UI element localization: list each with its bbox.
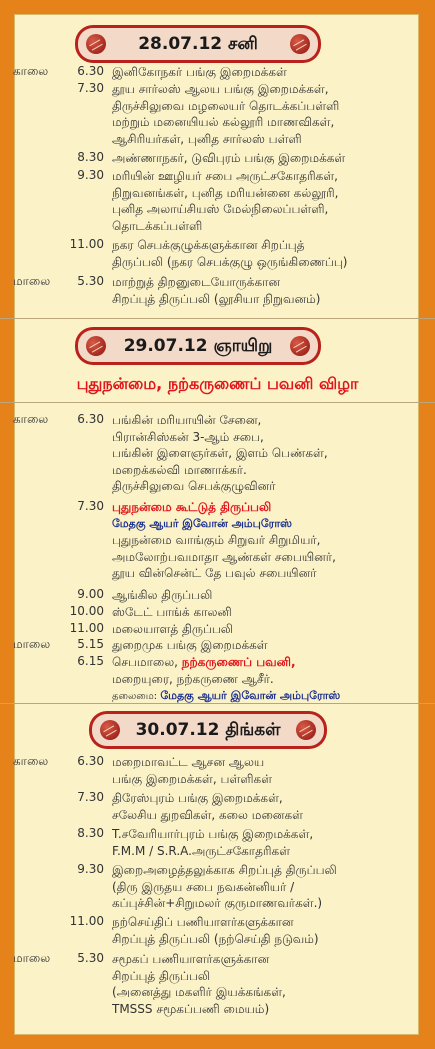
event-line: சிறப்புத் திருப்பலி (லூசியா நிறுவனம்) xyxy=(112,291,321,306)
event-line: துறைமுக பங்கு இறைமக்கள் xyxy=(112,638,268,652)
cricket-ball-icon xyxy=(100,720,120,740)
event-line: தூய சார்லஸ் ஆலய பங்கு இறைமக்கள், xyxy=(112,82,329,96)
event-line: புதுநன்மை வாங்கும் சிறுவர் சிறுமியர், xyxy=(112,533,321,548)
time-label: 6.30 xyxy=(77,64,104,78)
time-label: 7.30 xyxy=(77,81,104,95)
day-banner-text: 28.07.12 சனி xyxy=(138,34,258,54)
period-label: மாலை xyxy=(13,274,51,288)
celebrant-name: மேதகு ஆயர் இவோன் அம்புரோஸ் xyxy=(112,516,292,530)
event-line: பிரான்சிஸ்கன் 3-ஆம் சபை, xyxy=(112,429,264,444)
cricket-ball-icon xyxy=(86,34,106,54)
presided-by-name: மேதகு ஆயர் இவோன் அம்புரோஸ் xyxy=(160,689,341,703)
event-line: மாற்றுத் திறனுடையோருக்கான xyxy=(112,275,281,289)
event-line: ஆங்கில திருப்பலி xyxy=(112,588,213,602)
event-line: நிறுவனங்கள், புனித மரியன்னை கல்லூரி, xyxy=(112,185,339,200)
time-label: 5.15 xyxy=(77,637,104,651)
time-label: 11.00 xyxy=(69,237,104,251)
event-line: தொடக்கப்பள்ளி xyxy=(112,218,203,233)
day-banner-2 xyxy=(78,330,318,362)
event-line: ஆசிரியர்கள், புனித சார்லஸ் பள்ளி xyxy=(112,131,302,146)
time-label: 8.30 xyxy=(77,826,104,840)
event-line: TMSSS சமூகப்பணி மையம்) xyxy=(112,1001,270,1016)
time-label: 7.30 xyxy=(77,499,104,513)
event-line: திருச்சிலுவை மழலையர் தொடக்கப்பள்ளி xyxy=(112,98,340,113)
time-label: 6.15 xyxy=(77,654,104,668)
highlight-mass-title: புதுநன்மை கூட்டுத் திருப்பலி xyxy=(112,500,272,514)
event-line: சலேசிய துறவிகள், கலை மனைகள் xyxy=(112,807,303,822)
cricket-ball-icon xyxy=(290,336,310,356)
period-label: மாலை xyxy=(13,951,51,965)
period-label: மாலை xyxy=(13,637,51,651)
time-label: 10.00 xyxy=(69,604,104,618)
event-line: புனித அலாய்சியஸ் மேல்நிலைப்பள்ளி, xyxy=(112,202,329,217)
time-label: 11.00 xyxy=(69,914,104,928)
time-label: 9.00 xyxy=(77,587,104,601)
event-line: மலையாளத் திருப்பலி xyxy=(112,622,234,636)
time-label: 6.30 xyxy=(77,754,104,768)
time-label: 5.30 xyxy=(77,951,104,965)
event-line xyxy=(112,654,402,671)
section-divider xyxy=(0,402,435,403)
event-line: பங்கின் மரியாயின் சேனை, xyxy=(112,413,262,427)
event-lead: செபமாலை, xyxy=(112,655,182,669)
event-line: திருப்பலி (நகர செபக்குழு ஒருங்கிணைப்பு) xyxy=(112,254,348,269)
time-label: 11.00 xyxy=(69,621,104,635)
event-line: F.M.M / S.R.A.அருட்சகோதரிகள் xyxy=(112,843,291,858)
event-line: (அனைத்து மகளிர் இயக்கங்கள், xyxy=(112,985,286,1000)
event-line: அண்ணாநகர், டுவிபுரம் பங்கு இறைமக்கள் xyxy=(112,151,346,165)
time-label: 9.30 xyxy=(77,862,104,876)
event-line: இனிகோநகர் பங்கு இறைமக்கள் xyxy=(112,65,287,79)
day-banner-3 xyxy=(92,714,324,746)
event-line: தூய வின்சென்ட் தே பவுல் சபையினர் xyxy=(112,566,317,581)
event-line: மரியின் ஊழியர் சபை அருட்சகோதரிகள், xyxy=(112,169,338,183)
event-line: மற்றும் மனையியல் கல்லூரி மாணவிகள், xyxy=(112,115,335,130)
event-line: மறைமாவட்ட ஆசன ஆலய xyxy=(112,755,265,769)
day-banner-text: 29.07.12 ஞாயிறு xyxy=(123,336,273,356)
event-line: கப்புச்சின்+சிறுமலர் குருமாணவர்கள்.) xyxy=(112,896,323,911)
event-line: (திரு இருதய சபை நவகன்னியர் / xyxy=(112,879,295,894)
event-line: நற்செய்திப் பணியாளர்களுக்கான xyxy=(112,915,294,929)
cricket-ball-icon xyxy=(86,336,106,356)
event-line: நகர செபக்குழுக்களுக்கான சிறப்புத் xyxy=(112,238,305,252)
cricket-ball-icon xyxy=(296,720,316,740)
event-line: சிறப்புத் திருப்பலி xyxy=(112,968,211,983)
procession-title: நற்கருணைப் பவனி, xyxy=(181,655,296,669)
day-banner-text: 30.07.12 திங்கள் xyxy=(135,720,281,740)
time-label: 8.30 xyxy=(77,150,104,164)
period-label: காலை xyxy=(13,64,49,78)
event-line: சமூகப் பணியாளர்களுக்கான xyxy=(112,952,270,966)
event-line: இறைஅழைத்தலுக்காக சிறப்புத் திருப்பலி xyxy=(112,863,337,877)
event-line: சிறப்புத் திருப்பலி (நற்செய்தி நடுவம்) xyxy=(112,931,319,946)
time-label: 5.30 xyxy=(77,274,104,288)
event-line: மறையுரை, நற்கருணை ஆசீர். xyxy=(112,671,274,686)
event-line: T.சவேரியார்புரம் பங்கு இறைமக்கள், xyxy=(112,827,314,841)
period-label: காலை xyxy=(13,754,49,768)
event-line: ஸ்டேட் பாங்க் காலனி xyxy=(112,605,232,619)
cricket-ball-icon xyxy=(290,34,310,54)
event-line: திரேஸ்புரம் பங்கு இறைமக்கள், xyxy=(112,791,283,805)
event-line: மறைக்கல்வி மாணாக்கர். xyxy=(112,462,247,477)
period-label: காலை xyxy=(13,412,49,426)
event-line: திருச்சிலுவை செபக்குழுவினர் xyxy=(112,479,276,494)
time-label: 6.30 xyxy=(77,412,104,426)
presided-label: தலைமை: xyxy=(112,691,161,703)
event-line: அமலோற்பவமாதா ஆண்கள் சபையினர், xyxy=(112,549,336,564)
event-line: பங்கு இறைமக்கள், பள்ளிகள் xyxy=(112,771,273,786)
day-banner-1 xyxy=(78,28,318,60)
event-line: பங்கின் இளைஞர்கள், இளம் பெண்கள், xyxy=(112,446,328,461)
section-divider xyxy=(0,318,435,319)
time-label: 9.30 xyxy=(77,168,104,182)
festival-subtitle: புதுநன்மை, நற்கருணைப் பவனி விழா xyxy=(76,374,359,393)
time-label: 7.30 xyxy=(77,790,104,804)
